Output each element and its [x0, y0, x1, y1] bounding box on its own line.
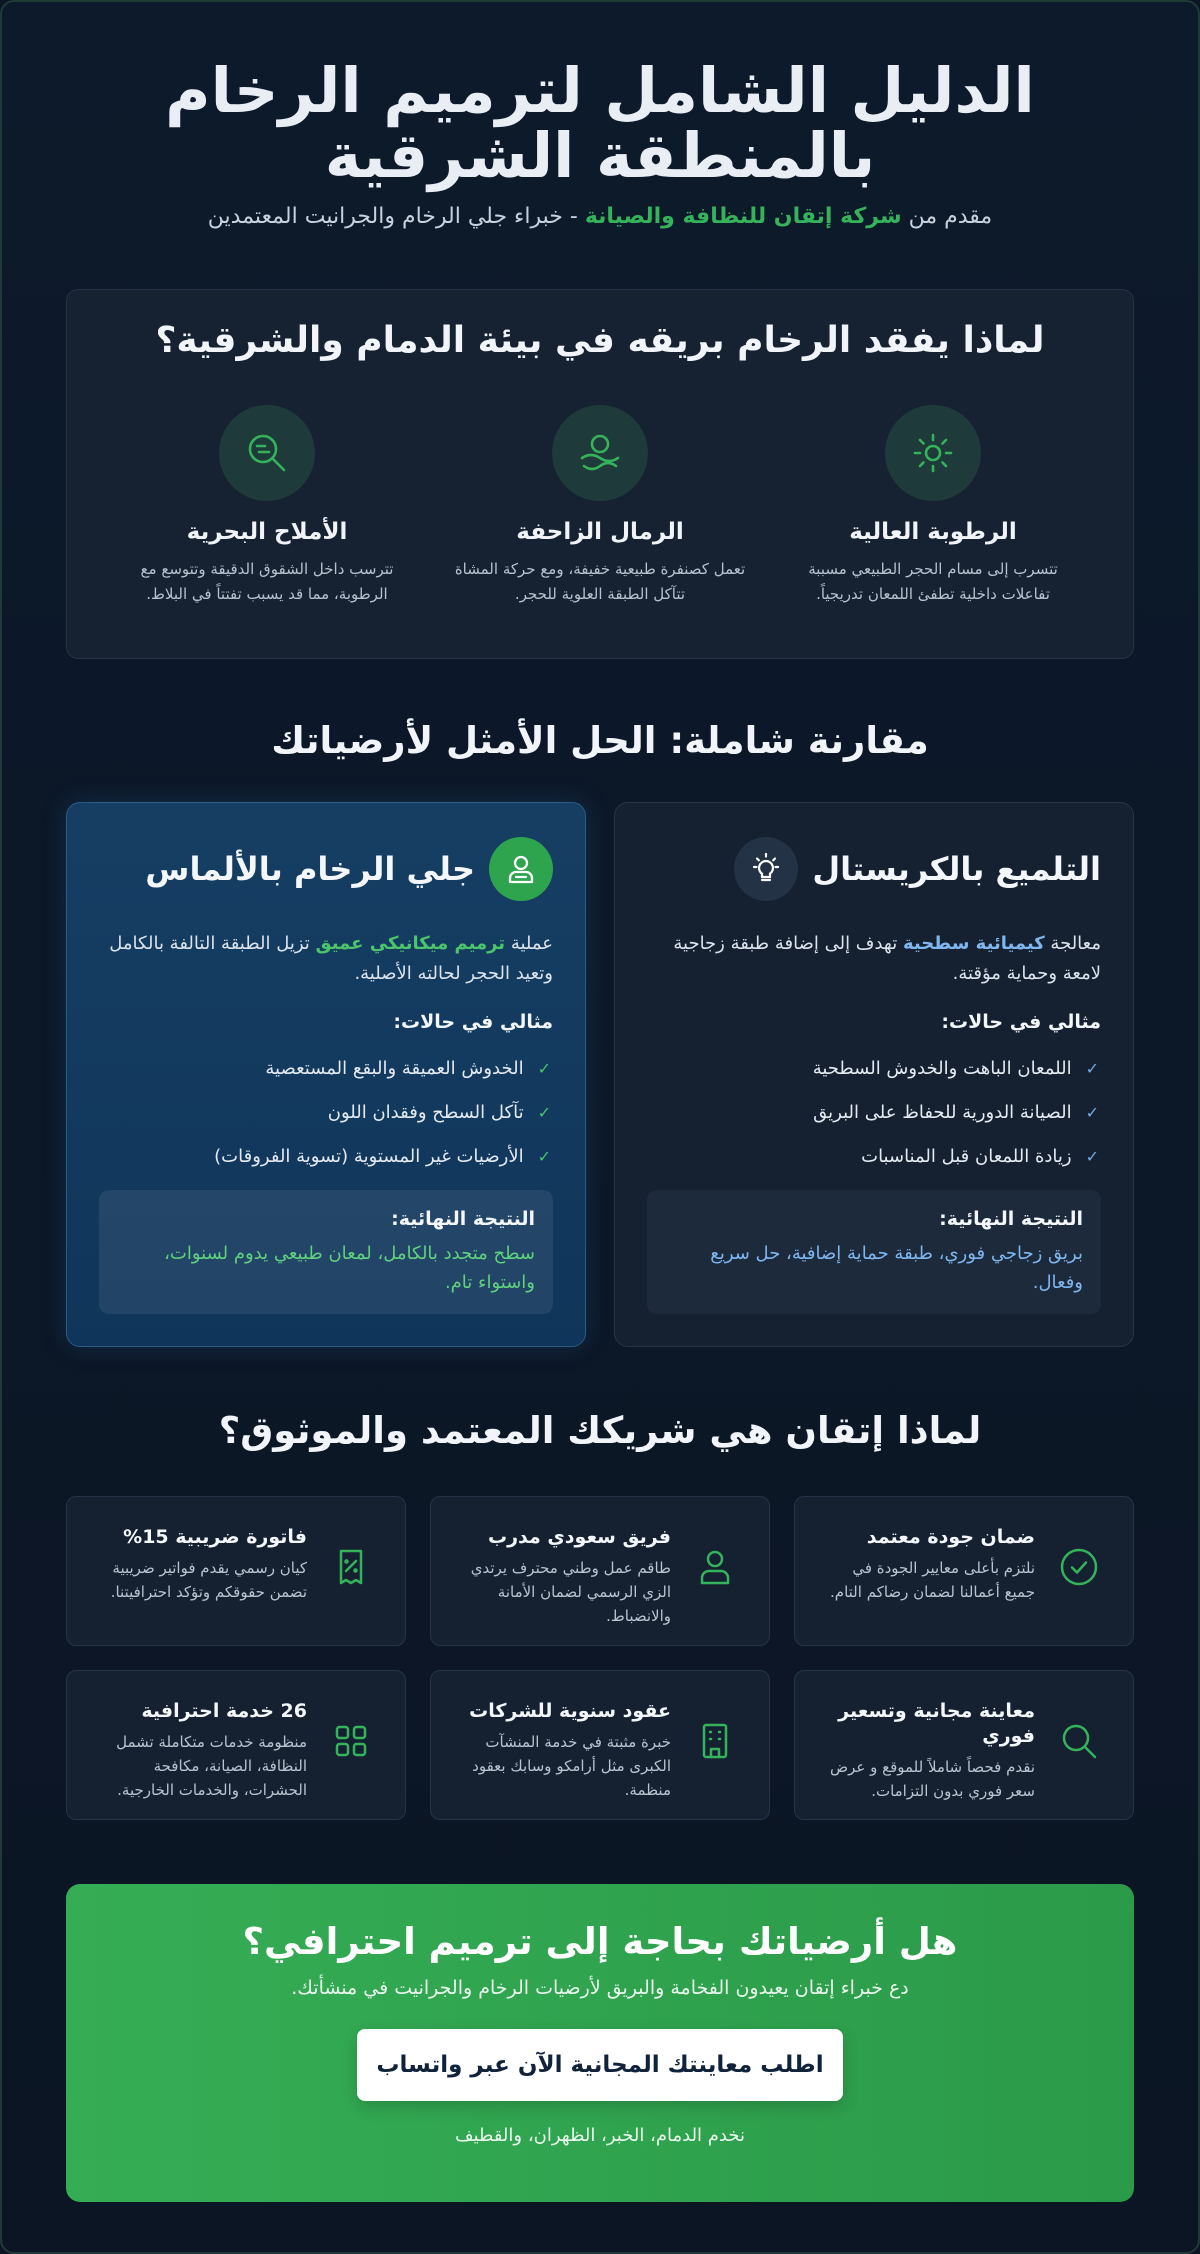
brand-name: شركة إتقان للنظافة والصيانة [584, 204, 902, 230]
cta-section [66, 1884, 1134, 2202]
diamond-result-text: سطح متجدد بالكامل، لمعان طبيعي يدوم لسنوات، واستواء تام. [164, 1243, 535, 1293]
worker-icon [691, 1525, 739, 1617]
diamond-title: جلي الرخام بالألماس [145, 850, 475, 889]
crystal-examples [647, 1047, 1101, 1179]
check-icon: ✓ [1085, 1059, 1099, 1079]
diamond-card [66, 802, 586, 1347]
crystal-title: التلميع بالكريستال [812, 850, 1101, 889]
list-item-label: الأرضيات غير المستوية (تسوية الفروقات) [214, 1146, 524, 1168]
list-item [99, 1091, 553, 1135]
crystal-examples-label: مثالي في حالات: [941, 1010, 1101, 1033]
diamond-result [99, 1190, 553, 1314]
feature-team [430, 1496, 770, 1646]
feature-inspection [794, 1670, 1134, 1820]
why-item-sand [450, 405, 750, 607]
search-icon [1055, 1699, 1103, 1791]
feature-title: فريق سعودي مدرب [487, 1526, 671, 1549]
list-item [647, 1047, 1101, 1091]
feature-title: فاتورة ضريبية 15% [123, 1526, 307, 1549]
sun-icon [885, 405, 981, 501]
feature-title: 26 خدمة احترافية [141, 1700, 307, 1723]
why-list [117, 405, 1083, 607]
features-grid [66, 1496, 1134, 1820]
list-item [99, 1135, 553, 1179]
feature-text: نلتزم بأعلى معايير الجودة في جميع أعمالنا لضمان رضاكم التام. [830, 1558, 1035, 1601]
list-item-label: اللمعان الباهت والخدوش السطحية [812, 1058, 1072, 1080]
whatsapp-cta-button[interactable]: اطلب معاينتك المجانية الآن عبر واتساب [357, 2029, 843, 2101]
feature-title: ضمان جودة معتمد [866, 1526, 1035, 1549]
why-section [66, 289, 1134, 659]
list-item-label: الخدوش العميقة والبقع المستعصية [265, 1058, 524, 1080]
page-title: الدليل الشامل لترميم الرخام بالمنطقة الشرقية [165, 54, 1035, 193]
building-icon [691, 1699, 739, 1791]
why-item-text: تترسب داخل الشقوق الدقيقة وتتوسع مع الرطوبة، مما قد يسبب تفتتاً في البلاط. [140, 560, 394, 603]
diamond-examples [99, 1047, 553, 1179]
feature-body [461, 1525, 671, 1625]
compare-title: مقارنة شاملة: الحل الأمثل لأرضياتك [271, 719, 929, 763]
feature-text: منظومة خدمات متكاملة تشمل النظافة، الصيانة، مكافحة الحشرات، والخدمات الخارجية. [116, 1732, 307, 1799]
receipt-icon [327, 1525, 375, 1617]
diamond-desc-b: تزيل الطبقة التالفة بالكامل وتعيد الحجر لحالته الأصلية. [109, 933, 553, 984]
check-icon: ✓ [1085, 1103, 1099, 1123]
check-circle-icon [1055, 1525, 1103, 1617]
feature-text: خبرة مثبتة في خدمة المنشآت الكبرى مثل أرامكو وسابك بعقود منظمة. [472, 1732, 671, 1799]
hero [2, 2, 1198, 229]
crystal-desc-a: معالجة [1050, 933, 1101, 955]
why-title: لماذا يفقد الرخام بريقه في بيئة الدمام والشرقية؟ [155, 320, 1045, 362]
diamond-description [99, 929, 553, 988]
feature-text: كيان رسمي يقدم فواتير ضريبية تضمن حقوقكم وتؤكد احترافيتنا. [110, 1558, 307, 1601]
service-areas: نخدم الدمام، الخبر، الظهران، والقطيف [454, 2125, 746, 2147]
crystal-result-label: النتيجة النهائية: [939, 1208, 1083, 1231]
feature-quality [794, 1496, 1134, 1646]
partner-title: لماذا إتقان هي شريكك المعتمد والموثوق؟ [218, 1409, 982, 1453]
crystal-result [647, 1190, 1101, 1314]
list-item [647, 1135, 1101, 1179]
sand-icon [552, 405, 648, 501]
list-item [647, 1091, 1101, 1135]
compare-cards [66, 802, 1134, 1347]
why-item-title: الرطوبة العالية [849, 519, 1017, 546]
feature-contracts [430, 1670, 770, 1820]
subtitle-suffix: - خبراء جلي الرخام والجرانيت المعتمدين [207, 204, 578, 230]
crystal-result-text: بريق زجاجي فوري، طبقة حماية إضافية، حل سريع وفعال. [710, 1243, 1083, 1293]
list-item-label: زيادة اللمعان قبل المناسبات [861, 1146, 1072, 1168]
feature-text: طاقم عمل وطني محترف يرتدي الزي الرسمي لضمان الأمانة والانضباط. [470, 1558, 671, 1625]
crystal-description [647, 929, 1101, 988]
feature-services [66, 1670, 406, 1820]
why-item-title: الأملاح البحرية [186, 519, 348, 546]
crystal-card [614, 802, 1134, 1347]
feature-body [825, 1699, 1035, 1800]
check-icon: ✓ [537, 1059, 551, 1079]
worker-icon [489, 837, 553, 901]
cta-text: دع خبراء إتقان يعيدون الفخامة والبريق لأرضيات الرخام والجرانيت في منشأتك. [291, 1977, 909, 2000]
feature-title: عقود سنوية للشركات [469, 1700, 671, 1723]
crystal-header [647, 837, 1101, 901]
feature-invoice [66, 1496, 406, 1646]
feature-text: نقدم فحصاً شاملاً للموقع و عرض سعر فوري بدون التزامات. [829, 1757, 1035, 1800]
hero-subtitle [112, 204, 1088, 229]
check-icon: ✓ [537, 1103, 551, 1123]
list-item-label: الصيانة الدورية للحفاظ على البريق [813, 1102, 1072, 1124]
subtitle-prefix: مقدم من [908, 204, 993, 230]
list-item [99, 1047, 553, 1091]
salt-search-icon [219, 405, 315, 501]
feature-body [825, 1525, 1035, 1617]
diamond-header [99, 837, 553, 901]
diamond-result-label: النتيجة النهائية: [391, 1208, 535, 1231]
why-item-humidity [783, 405, 1083, 607]
crystal-desc-highlight: كيميائية سطحية [902, 933, 1045, 955]
why-item-text: تتسرب إلى مسام الحجر الطبيعي مسببة تفاعلات داخلية تطفئ اللمعان تدريجياً. [808, 560, 1058, 603]
diamond-desc-a: عملية [510, 933, 553, 955]
feature-title: معاينة مجانية وتسعير فوري [838, 1700, 1035, 1747]
why-item-title: الرمال الزاحفة [516, 519, 684, 546]
feature-body [97, 1525, 307, 1617]
cta-title: هل أرضياتك بحاجة إلى ترميم احترافي؟ [242, 1920, 958, 1964]
diamond-examples-label: مثالي في حالات: [393, 1010, 553, 1033]
crystal-desc-b: تهدف إلى إضافة طبقة زجاجية لامعة وحماية مؤقتة. [673, 933, 1101, 984]
feature-body [461, 1699, 671, 1799]
diamond-desc-highlight: ترميم ميكانيكي عميق [315, 933, 506, 955]
why-item-text: تعمل كصنفرة طبيعية خفيفة، ومع حركة المشاة تتآكل الطبقة العلوية للحجر. [454, 560, 746, 603]
check-icon: ✓ [1085, 1147, 1099, 1167]
lightbulb-icon [734, 837, 798, 901]
feature-body [97, 1699, 307, 1799]
why-item-salt [117, 405, 417, 607]
check-icon: ✓ [537, 1147, 551, 1167]
grid-icon [327, 1699, 375, 1791]
list-item-label: تآكل السطح وفقدان اللون [327, 1102, 524, 1124]
